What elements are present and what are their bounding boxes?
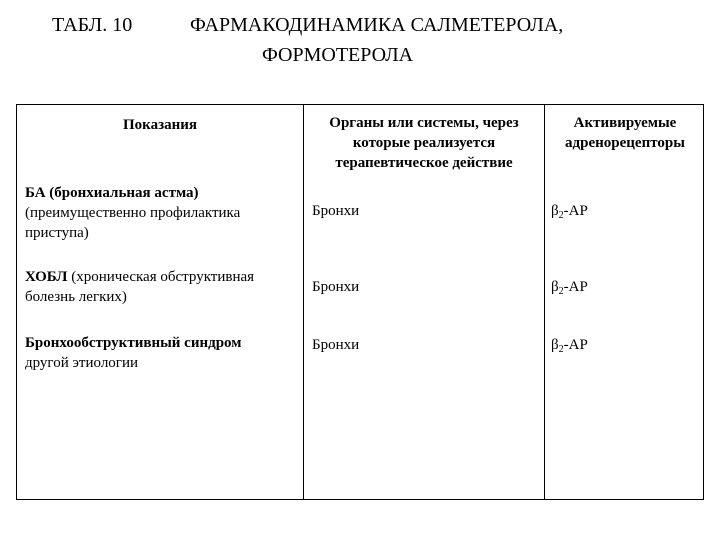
page-subtitle: ФОРМОТЕРОЛА [262, 44, 414, 66]
pharmacodynamics-table [16, 104, 704, 500]
table-row-receptor: $\beta_2-АР$ [551, 203, 588, 221]
header-receptors: Активируемые адренорецепторы [565, 115, 685, 151]
page-title: ФАРМАКОДИНАМИКА САЛМЕТЕРОЛА, [190, 14, 564, 36]
column-divider [303, 105, 304, 499]
header-organs: Органы или системы, через которые реализуется терапевтическое действие [329, 115, 519, 171]
table-row-receptor: $\beta_2-АР$ [551, 337, 588, 355]
table-row-organ: Бронхи [312, 279, 360, 295]
table-number: ТАБЛ. 10 [52, 14, 133, 36]
table-row-indication: ХОБЛ (хроническая обструктивная болезнь легких) [25, 269, 255, 305]
table-row-organ: Бронхи [312, 203, 360, 219]
table-row-indication: БА (бронхиальная астма) (преимущественно профилактика приступа) [25, 185, 241, 241]
table-row-receptor: $\beta_2-АР$ [551, 279, 588, 297]
header-indications: Показания [122, 117, 197, 133]
table-row-organ: Бронхи [312, 337, 360, 353]
column-divider [544, 105, 545, 499]
table-row-indication: Бронхообструктивный синдром другой этиологии [25, 335, 242, 371]
